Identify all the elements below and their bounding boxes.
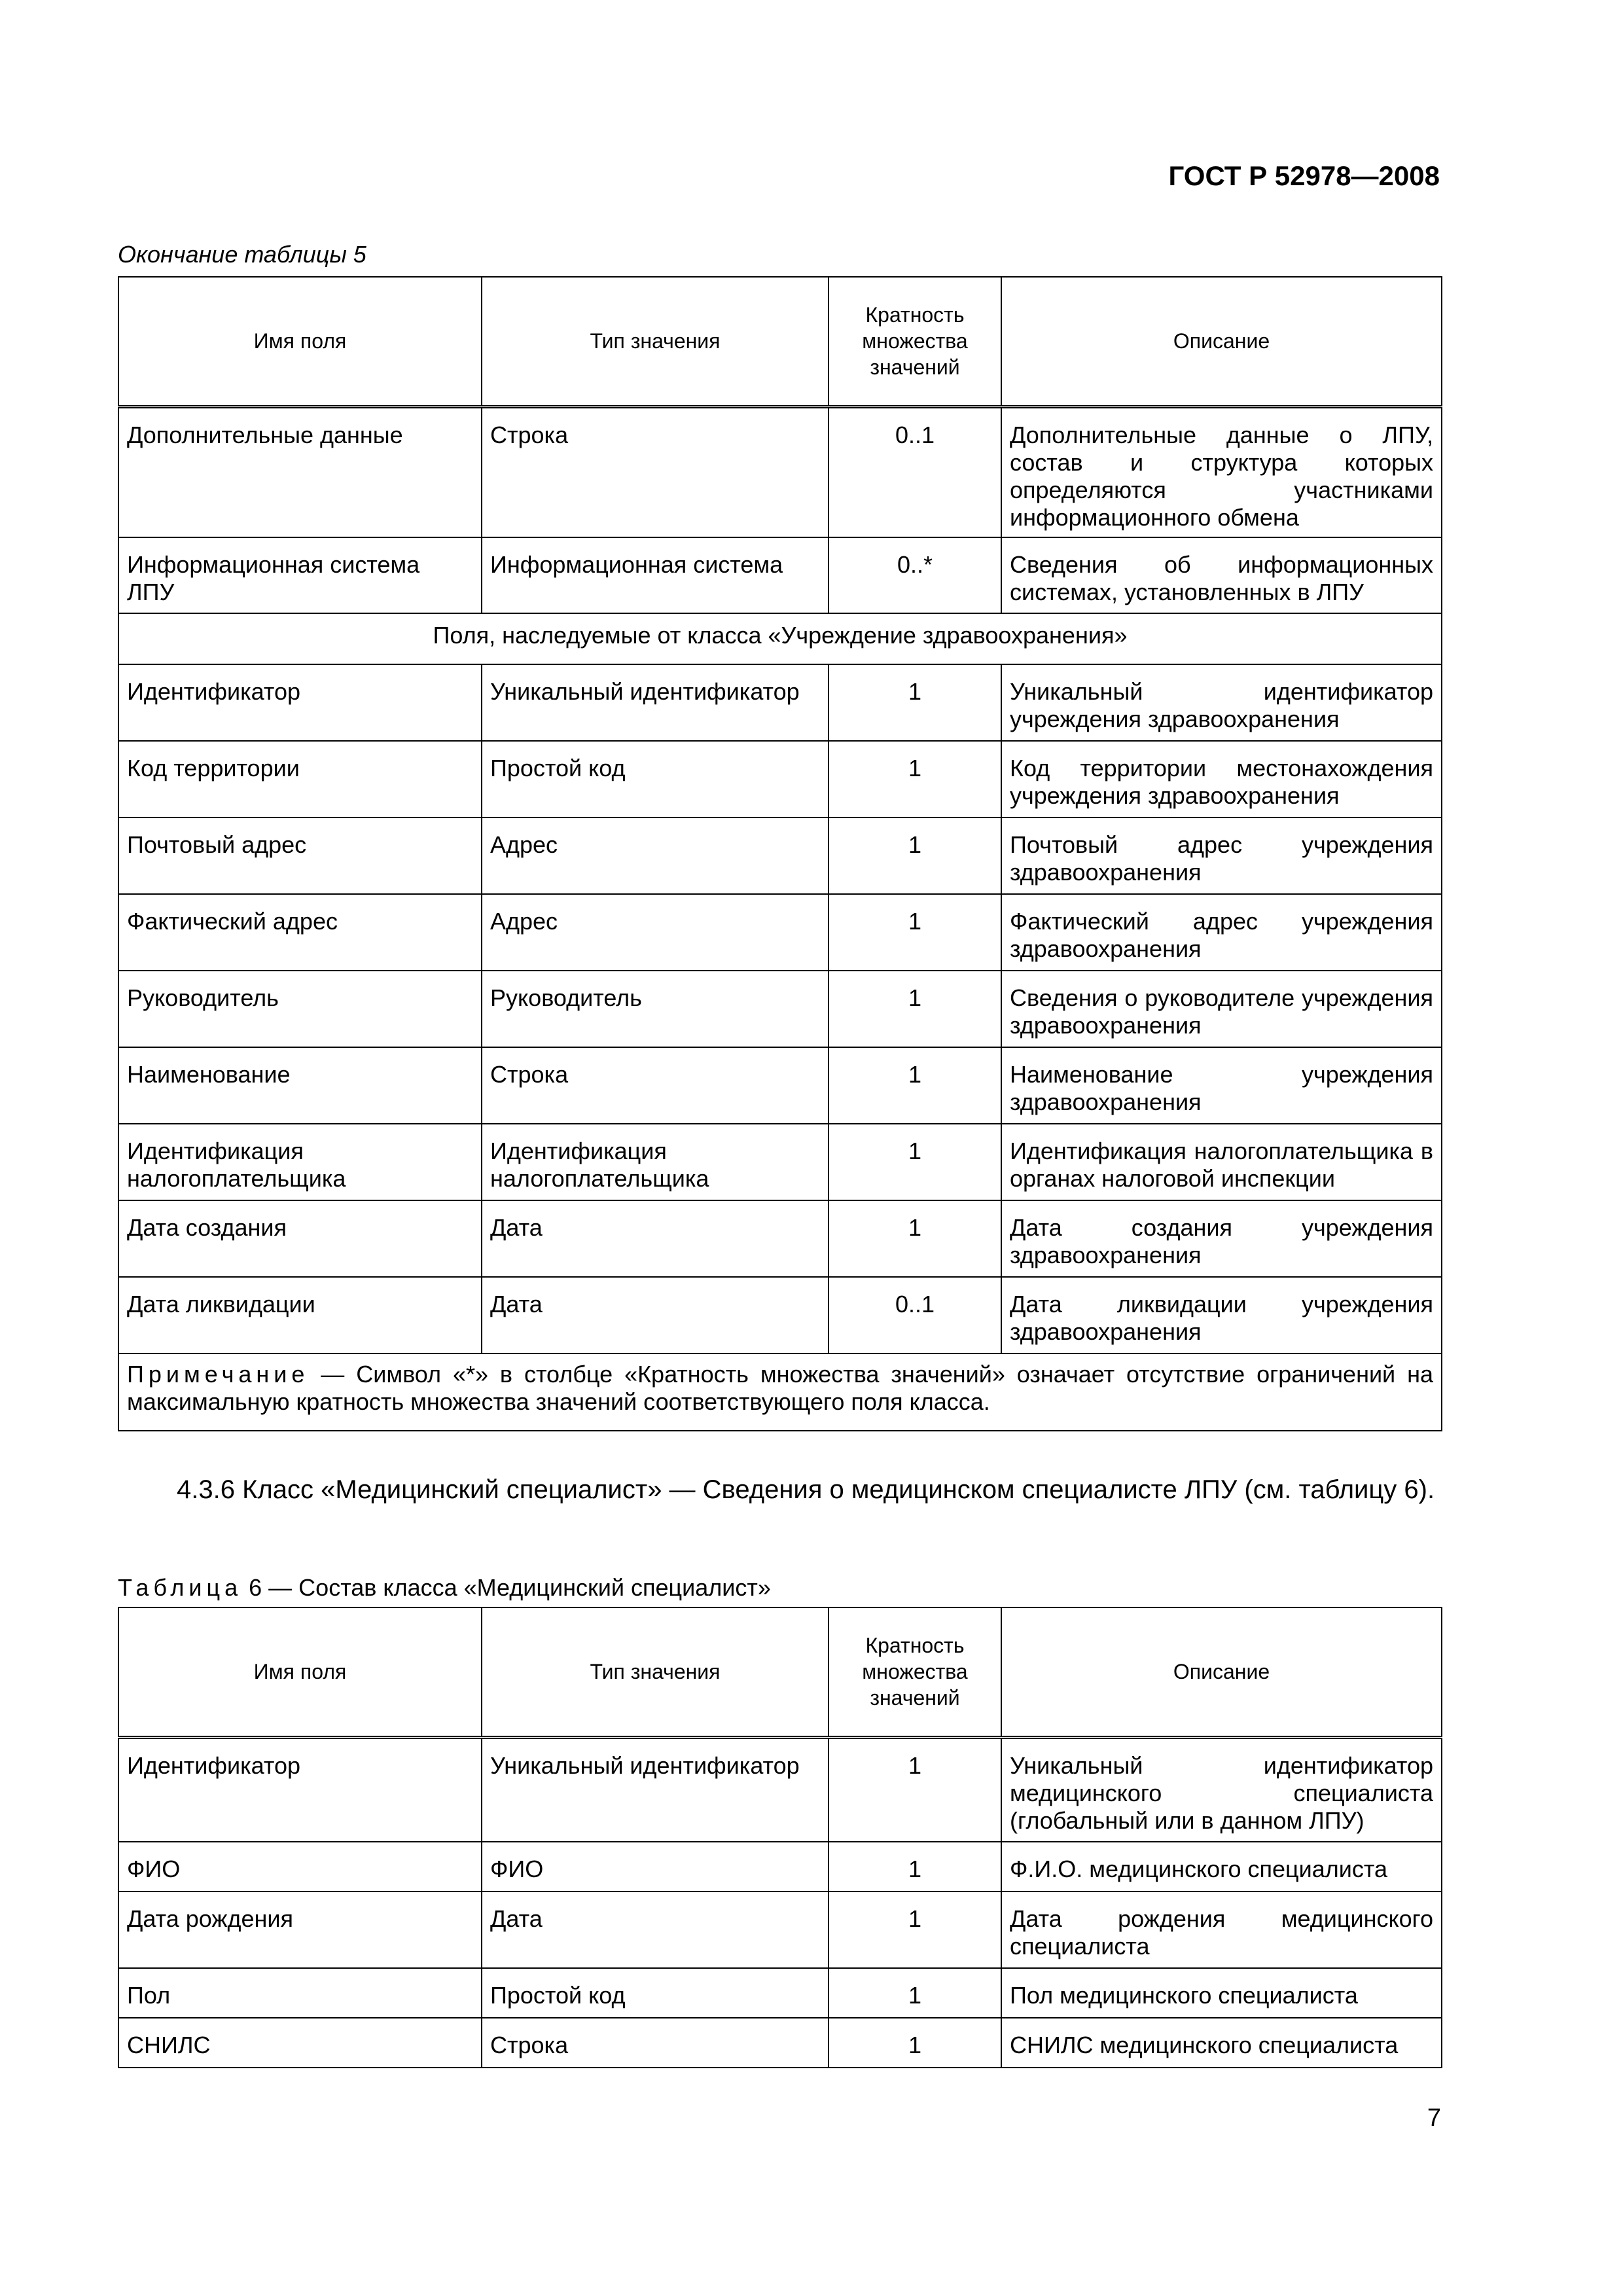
description-cell: Пол медицинского специалиста <box>1001 1968 1442 2018</box>
field-name-cell: СНИЛС <box>118 2018 482 2068</box>
description-cell: Дата рождения медицинского специалиста <box>1001 1892 1442 1968</box>
multiplicity-cell: 1 <box>829 1737 1001 1842</box>
multiplicity-cell: 1 <box>829 1047 1001 1124</box>
value-type-cell: Строка <box>482 2018 829 2068</box>
multiplicity-cell: 1 <box>829 1892 1001 1968</box>
multiplicity-cell: 1 <box>829 1200 1001 1277</box>
value-type-cell: Строка <box>482 1047 829 1124</box>
description-cell: Сведения об информационных системах, установленных в ЛПУ <box>1001 537 1442 613</box>
table-row <box>118 1737 1442 1842</box>
table5 <box>118 276 1442 1431</box>
multiplicity-cell: 1 <box>829 741 1001 817</box>
multiplicity-cell: 1 <box>829 1968 1001 2018</box>
column-header: Имя поля <box>118 1607 482 1737</box>
table-row <box>118 1892 1442 1968</box>
table6-caption-label: Таблица <box>118 1574 243 1601</box>
table6-caption <box>118 1574 771 1602</box>
multiplicity-cell: 1 <box>829 971 1001 1047</box>
value-type-cell: Простой код <box>482 741 829 817</box>
value-type-cell: Руководитель <box>482 971 829 1047</box>
table6 <box>118 1607 1442 2068</box>
multiplicity-cell: 1 <box>829 664 1001 741</box>
multiplicity-cell: 1 <box>829 817 1001 894</box>
description-cell: Идентификация налогоплательщика в органах налоговой инспекции <box>1001 1124 1442 1200</box>
value-type-cell: Адрес <box>482 817 829 894</box>
column-header: Описание <box>1001 1607 1442 1737</box>
table-note <box>118 1354 1442 1431</box>
value-type-cell: Дата <box>482 1200 829 1277</box>
table-row <box>118 537 1442 613</box>
description-cell: Дата ликвидации учреждения здравоохранения <box>1001 1277 1442 1354</box>
table-row <box>118 817 1442 894</box>
multiplicity-cell: 0..* <box>829 537 1001 613</box>
description-cell: Код территории местонахождения учреждения здравоохранения <box>1001 741 1442 817</box>
value-type-cell: Уникальный идентификатор <box>482 664 829 741</box>
field-name-cell: Информационная система ЛПУ <box>118 537 482 613</box>
table6-caption-title: 6 — Состав класса «Медицинский специалист» <box>242 1574 771 1601</box>
field-name-cell: Почтовый адрес <box>118 817 482 894</box>
column-header: Тип значения <box>482 277 829 406</box>
multiplicity-cell: 0..1 <box>829 406 1001 537</box>
description-cell: Уникальный идентификатор медицинского специалиста (глобальный или в данном ЛПУ) <box>1001 1737 1442 1842</box>
table-row <box>118 971 1442 1047</box>
page-number: 7 <box>1427 2104 1441 2132</box>
description-cell: Дата создания учреждения здравоохранения <box>1001 1200 1442 1277</box>
value-type-cell: Дата <box>482 1277 829 1354</box>
table-row <box>118 894 1442 971</box>
multiplicity-cell: 1 <box>829 2018 1001 2068</box>
field-name-cell: Дата ликвидации <box>118 1277 482 1354</box>
column-header: Описание <box>1001 277 1442 406</box>
multiplicity-cell: 1 <box>829 894 1001 971</box>
note-text: — Символ «*» в столбце «Кратность множества значений» означает отсутствие ограничений на максимальную кратность множества значений соответствующего поля класса. <box>127 1361 1433 1415</box>
field-name-cell: Пол <box>118 1968 482 2018</box>
field-name-cell: Фактический адрес <box>118 894 482 971</box>
table-row <box>118 1200 1442 1277</box>
description-cell: Дополнительные данные о ЛПУ, состав и структура которых определяются участниками информационного обмена <box>1001 406 1442 537</box>
description-cell: Почтовый адрес учреждения здравоохранения <box>1001 817 1442 894</box>
column-header: Кратность множества значений <box>829 1607 1001 1737</box>
column-header: Кратность множества значений <box>829 277 1001 406</box>
description-cell: Сведения о руководителе учреждения здравоохранения <box>1001 971 1442 1047</box>
value-type-cell: Простой код <box>482 1968 829 2018</box>
table-row <box>118 664 1442 741</box>
field-name-cell: Дата рождения <box>118 1892 482 1968</box>
table6-header-row <box>118 1607 1442 1737</box>
value-type-cell: Адрес <box>482 894 829 971</box>
multiplicity-cell: 1 <box>829 1124 1001 1200</box>
value-type-cell: Идентификация налогоплательщика <box>482 1124 829 1200</box>
field-name-cell: Руководитель <box>118 971 482 1047</box>
table-row <box>118 1968 1442 2018</box>
inherited-fields-row <box>118 613 1442 664</box>
table-row <box>118 1842 1442 1892</box>
value-type-cell: ФИО <box>482 1842 829 1892</box>
description-cell: Фактический адрес учреждения здравоохранения <box>1001 894 1442 971</box>
table-row <box>118 2018 1442 2068</box>
field-name-cell: Код территории <box>118 741 482 817</box>
table-row <box>118 1277 1442 1354</box>
note-label: Примечание <box>127 1361 310 1388</box>
table-row <box>118 741 1442 817</box>
value-type-cell: Информационная система <box>482 537 829 613</box>
column-header: Тип значения <box>482 1607 829 1737</box>
description-cell: СНИЛС медицинского специалиста <box>1001 2018 1442 2068</box>
field-name-cell: Идентификатор <box>118 664 482 741</box>
table-row <box>118 1124 1442 1200</box>
field-name-cell: ФИО <box>118 1842 482 1892</box>
description-cell: Ф.И.О. медицинского специалиста <box>1001 1842 1442 1892</box>
value-type-cell: Дата <box>482 1892 829 1968</box>
multiplicity-cell: 0..1 <box>829 1277 1001 1354</box>
note-row <box>118 1354 1442 1431</box>
field-name-cell: Дополнительные данные <box>118 406 482 537</box>
description-cell: Уникальный идентификатор учреждения здравоохранения <box>1001 664 1442 741</box>
table5-caption: Окончание таблицы 5 <box>118 241 366 268</box>
field-name-cell: Идентификатор <box>118 1737 482 1842</box>
inherited-fields-label: Поля, наследуемые от класса «Учреждение здравоохранения» <box>118 613 1442 664</box>
field-name-cell: Идентификация налогоплательщика <box>118 1124 482 1200</box>
table5-header-row <box>118 277 1442 406</box>
column-header: Имя поля <box>118 277 482 406</box>
description-cell: Наименование учреждения здравоохранения <box>1001 1047 1442 1124</box>
document-header: ГОСТ Р 52978—2008 <box>1168 160 1440 191</box>
value-type-cell: Строка <box>482 406 829 537</box>
multiplicity-cell: 1 <box>829 1842 1001 1892</box>
field-name-cell: Дата создания <box>118 1200 482 1277</box>
table-row <box>118 1047 1442 1124</box>
section-paragraph: 4.3.6 Класс «Медицинский специалист» — Сведения о медицинском специалисте ЛПУ (см. таблицу 6). <box>177 1475 1435 1504</box>
table-row <box>118 406 1442 537</box>
field-name-cell: Наименование <box>118 1047 482 1124</box>
value-type-cell: Уникальный идентификатор <box>482 1737 829 1842</box>
